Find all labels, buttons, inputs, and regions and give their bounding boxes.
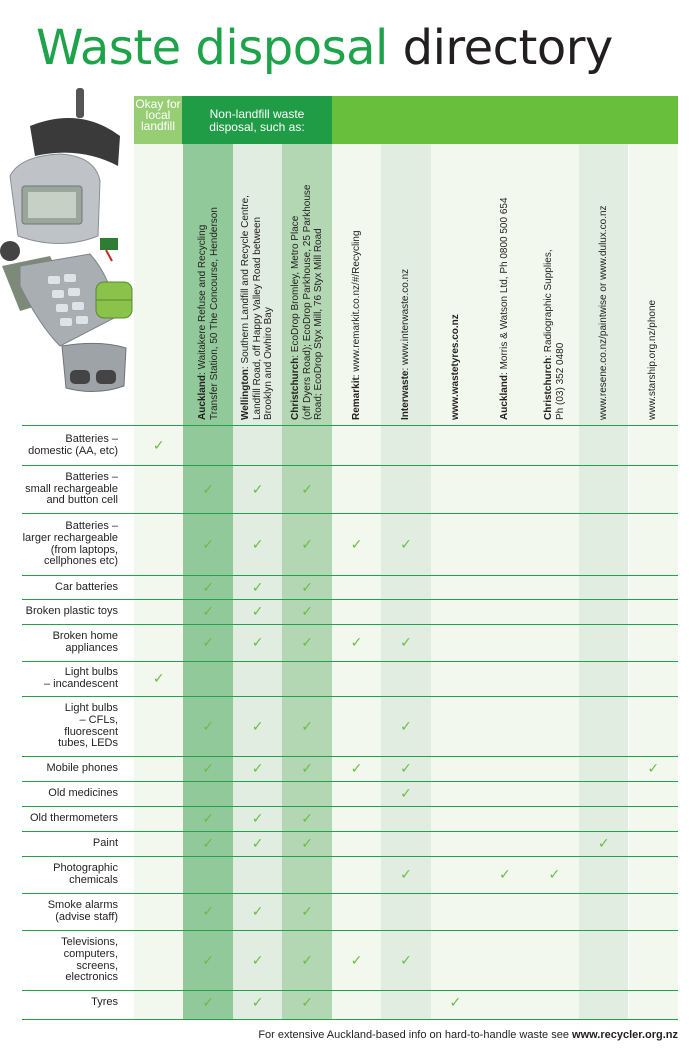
column-header-bold: Wellington <box>240 369 252 420</box>
check-icon: ✓ <box>152 671 165 687</box>
check-icon: ✓ <box>202 536 215 553</box>
check-icon: ✓ <box>251 536 264 553</box>
column-header-text: : Southern Landfill and Recycle Centre, Landfill Road, off Happy Valley Road between Brooklyn and Owhiro Bay <box>240 195 275 420</box>
column-header-bold: Christchurch <box>542 357 554 420</box>
column-header-text: : Radiographic Supplies, Ph (03) 352 0480 <box>542 249 566 420</box>
check-icon: ✓ <box>152 437 165 454</box>
directory-table <box>22 425 678 1014</box>
table-row <box>22 806 678 831</box>
column-header-7 <box>480 152 529 420</box>
check-icon: ✓ <box>251 718 264 735</box>
check-icon: ✓ <box>301 635 313 651</box>
page-title <box>36 20 613 76</box>
row-label: Batteries – larger rechargeable (from laptops, cellphones etc) <box>22 520 118 568</box>
check-icon: ✓ <box>301 718 313 735</box>
column-header-text: : EcoDrop Bromley, Metro Place (off Dyers Road); EcoDrop Parkhouse, 25 Parkhouse Road; EcoDrop Styx Mill, 76 Styx Mill Road <box>289 184 324 420</box>
table-row <box>22 990 678 1014</box>
check-icon: ✓ <box>202 994 215 1011</box>
check-icon: ✓ <box>400 536 412 553</box>
check-icon: ✓ <box>251 481 264 498</box>
check-icon: ✓ <box>301 811 313 827</box>
row-label: Tyres <box>91 995 118 1008</box>
check-icon: ✓ <box>202 952 215 969</box>
phone-batteries-illustration <box>0 86 134 416</box>
row-label: Batteries – domestic (AA, etc) <box>28 432 118 457</box>
table-row <box>22 513 678 575</box>
title-part2: directory <box>402 20 613 76</box>
column-header-3 <box>282 152 331 420</box>
check-icon: ✓ <box>202 904 215 920</box>
table-row <box>22 893 678 930</box>
column-header-text: : Waitakere Refuse and Recycling Transfer Station, 50 The Concourse, Henderson <box>196 207 220 420</box>
check-icon: ✓ <box>301 481 313 498</box>
column-header-2 <box>233 152 282 420</box>
check-icon: ✓ <box>400 952 412 969</box>
check-icon: ✓ <box>647 761 660 777</box>
check-icon: ✓ <box>202 811 215 827</box>
check-icon: ✓ <box>251 811 264 827</box>
check-icon: ✓ <box>350 635 363 651</box>
check-icon: ✓ <box>400 761 412 777</box>
table-row <box>22 856 678 893</box>
check-icon: ✓ <box>301 761 313 777</box>
table-row <box>22 624 678 661</box>
header-non-landfill: Non-landfill waste disposal, such as: <box>182 96 332 144</box>
footer-note <box>258 1029 678 1041</box>
row-label: Smoke alarms (advise staff) <box>47 899 118 923</box>
check-icon: ✓ <box>301 994 313 1011</box>
column-header-bold: Auckland <box>196 374 208 420</box>
column-header-text: : Morris & Watson Ltd, Ph 0800 500 654 <box>499 197 511 375</box>
row-label: Light bulbs – incandescent <box>44 666 118 690</box>
table-row <box>22 575 678 599</box>
check-icon: ✓ <box>251 994 264 1011</box>
table-row <box>22 661 678 696</box>
row-label: Broken home appliances <box>52 630 118 654</box>
footer-text: For extensive Auckland-based info on hard-to-handle waste see <box>258 1029 573 1041</box>
table-row <box>22 599 678 624</box>
column-header-6 <box>431 152 480 420</box>
table-row <box>22 831 678 856</box>
check-icon: ✓ <box>301 952 313 969</box>
column-header-10 <box>629 152 678 420</box>
row-label: Televisions, computers, screens, electronics <box>61 936 118 984</box>
check-icon: ✓ <box>400 635 412 651</box>
check-icon: ✓ <box>301 904 313 920</box>
column-header-bold: Interwaste <box>400 370 412 420</box>
table-bottom-rule <box>22 1019 678 1020</box>
column-header-1 <box>183 152 232 420</box>
check-icon: ✓ <box>301 579 313 596</box>
check-icon: ✓ <box>400 867 412 883</box>
check-icon: ✓ <box>449 994 462 1011</box>
check-icon: ✓ <box>251 761 264 777</box>
footer-link[interactable]: www.recycler.org.nz <box>572 1029 678 1041</box>
row-label: Broken plastic toys <box>25 605 118 618</box>
column-header-0 <box>134 152 183 420</box>
column-header-5 <box>381 152 430 420</box>
header-okay-landfill: Okay for local landfill <box>134 96 182 144</box>
check-icon: ✓ <box>301 836 313 852</box>
check-icon: ✓ <box>350 536 363 553</box>
check-icon: ✓ <box>251 604 264 620</box>
column-header-9 <box>579 152 628 420</box>
column-header-bold: Remarkit <box>350 377 362 420</box>
table-row <box>22 756 678 781</box>
table-row <box>22 425 678 465</box>
column-header-bold: Auckland <box>499 374 511 420</box>
check-icon: ✓ <box>400 786 412 802</box>
row-label: Old thermometers <box>29 812 118 825</box>
title-part1: Waste disposal <box>36 20 388 76</box>
check-icon: ✓ <box>597 836 610 852</box>
check-icon: ✓ <box>202 481 215 498</box>
check-icon: ✓ <box>251 952 264 969</box>
row-label: Light bulbs – CFLs, fluorescent tubes, LEDs <box>58 702 118 750</box>
row-label: Batteries – small rechargeable and button cell <box>25 471 118 507</box>
check-icon: ✓ <box>350 761 363 777</box>
check-icon: ✓ <box>251 635 264 651</box>
column-header-4 <box>332 152 381 420</box>
column-header-text: : www.interwaste.co.nz <box>400 268 412 371</box>
check-icon: ✓ <box>202 761 215 777</box>
check-icon: ✓ <box>251 904 264 920</box>
table-row <box>22 781 678 806</box>
row-label: Photographic chemicals <box>53 862 118 886</box>
check-icon: ✓ <box>202 718 215 735</box>
check-icon: ✓ <box>202 836 215 852</box>
row-label: Mobile phones <box>46 762 118 775</box>
check-icon: ✓ <box>251 579 264 596</box>
check-icon: ✓ <box>548 867 561 883</box>
column-header-text: www.resene.co.nz/paintwise or www.dulux.co.nz <box>598 205 610 420</box>
row-label: Paint <box>92 837 118 850</box>
column-header-bold: www.wastetyres.co.nz <box>449 314 461 420</box>
check-icon: ✓ <box>202 635 215 651</box>
column-header-text: : www.remarkit.co.nz/#/Recycling <box>350 230 362 378</box>
table-row <box>22 696 678 756</box>
row-label: Car batteries <box>55 580 118 593</box>
check-icon: ✓ <box>202 604 215 620</box>
check-icon: ✓ <box>400 718 412 735</box>
check-icon: ✓ <box>350 952 363 969</box>
column-header-text: www.starship.org.nz/phone <box>647 299 659 420</box>
check-icon: ✓ <box>251 836 264 852</box>
table-row <box>22 930 678 990</box>
check-icon: ✓ <box>301 536 313 553</box>
check-icon: ✓ <box>202 579 215 596</box>
column-header-bold: Christchurch <box>289 357 301 420</box>
check-icon: ✓ <box>301 604 313 620</box>
check-icon: ✓ <box>498 867 511 883</box>
row-label: Old medicines <box>48 787 118 800</box>
table-row <box>22 465 678 513</box>
column-header-8 <box>530 152 579 420</box>
